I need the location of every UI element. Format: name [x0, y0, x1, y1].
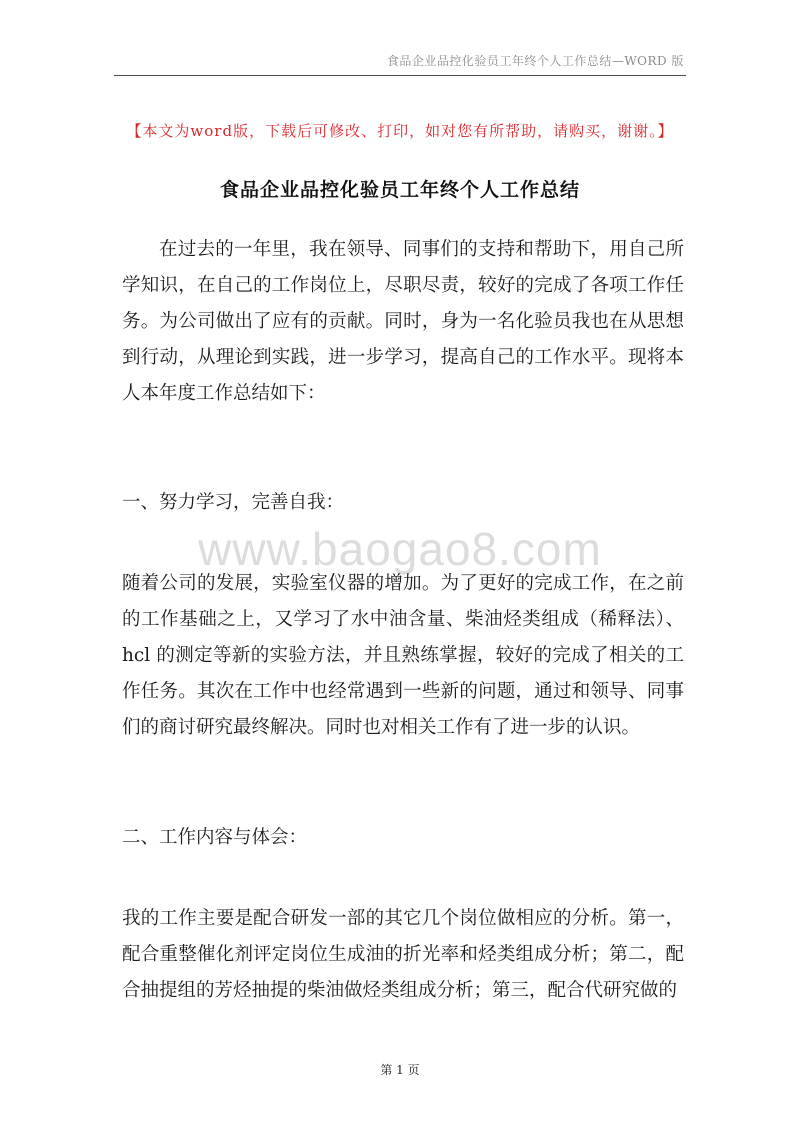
download-notice: 【本文为word版，下载后可修改、打印，如对您有所帮助，请购买，谢谢。】 [126, 122, 674, 140]
section-1-paragraph: 随着公司的发展，实验室仪器的增加。为了更好的完成工作，在之前的工作基础之上，又学习了水中油含量、柴油烃类组成（稀释法）、hcl 的测定等新的实验方法，并且熟练掌握，较好的完成了相关的工作任务。其次在工作中也经常遇到一些新的问题，通过和领导、同事们的商讨研究最终解决。同时也对相关工作有了进一步的认识。 [122, 573, 684, 738]
section-2-heading: 二、工作内容与体会： [122, 827, 308, 848]
section-2-paragraph: 我的工作主要是配合研发一部的其它几个岗位做相应的分析。第一，配合重整催化剂评定岗位生成油的折光率和烃类组成分析；第二，配合抽提组的芳烃抽提的柴油做烃类组成分析；第三，配合代研究做的 [122, 908, 684, 1001]
document-title: 食品企业品控化验员工年终个人工作总结 [219, 179, 580, 201]
watermark: www.baogao8.com [198, 523, 602, 575]
header-divider [114, 75, 686, 76]
running-header: 食品企业品控化验员工年终个人工作总结—WORD 版 [386, 54, 684, 68]
intro-paragraph: 在过去的一年里，我在领导、同事们的支持和帮助下，用自己所学知识，在自己的工作岗位上，尽职尽责，较好的完成了各项工作任务。为公司做出了应有的贡献。同时，身为一名化验员我也在从思想到行动，从理论到实践，进一步学习，提高自己的工作水平。现将本人本年度工作总结如下： [122, 239, 684, 404]
page-number: 第 1 页 [380, 1063, 420, 1077]
section-1-heading: 一、努力学习，完善自我： [122, 492, 345, 513]
